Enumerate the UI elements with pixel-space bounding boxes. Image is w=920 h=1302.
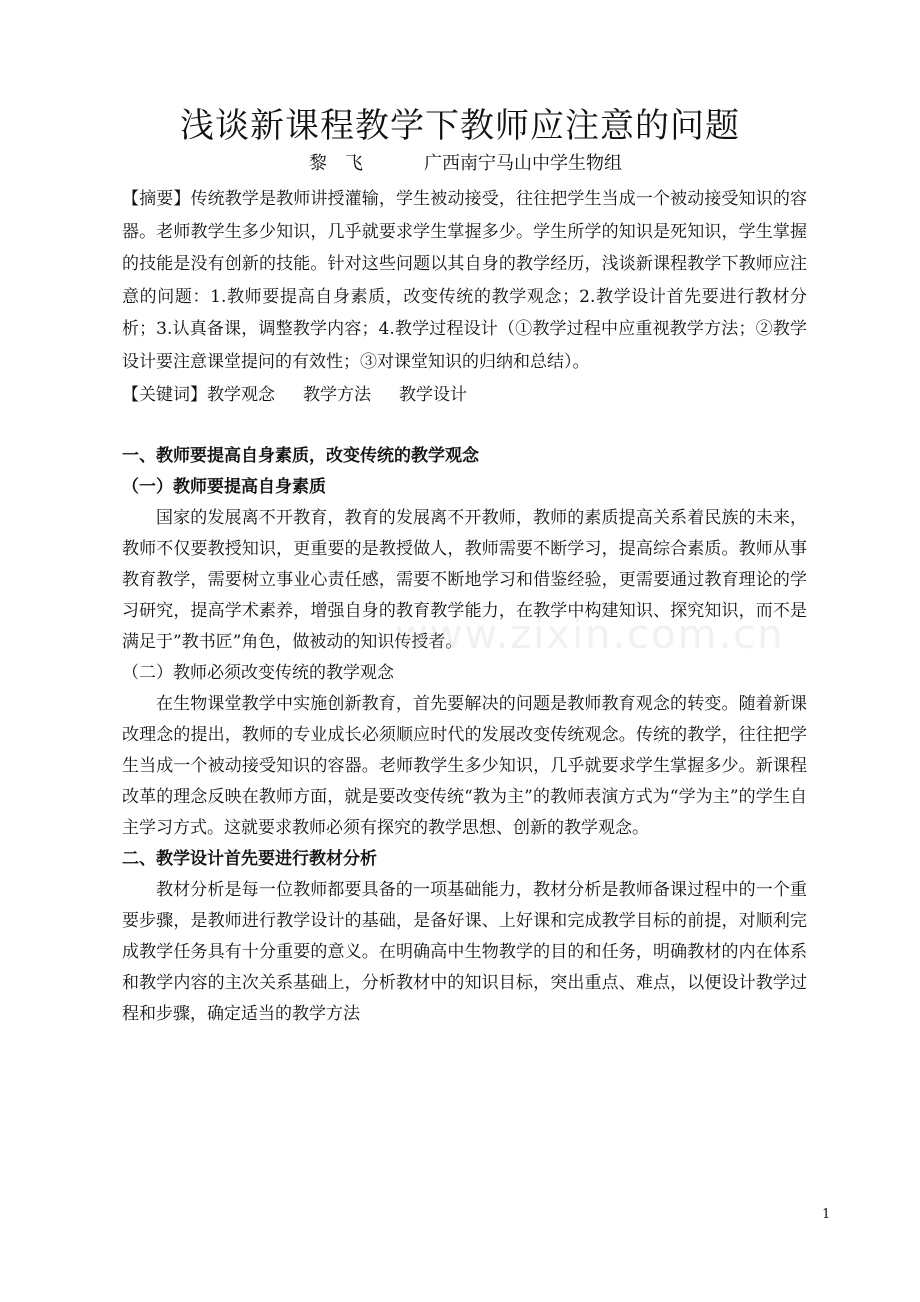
keywords-tag: 【关键词】 (122, 385, 207, 405)
document-body (122, 183, 807, 1030)
author-affiliation: 广西南宁马山中学生物组 (424, 153, 622, 174)
section-2-heading: 二、教学设计首先要进行教材分析 (122, 849, 377, 869)
section-2-text: 教材分析是每一位教师都要具备的一项基础能力，教材分析是教师备课过程中的一个重要步骤，是教师进行教学设计的基础，是备好课、上好课和完成教学目标的前提，对顺利完成教学任务具有十分重要的意义。在明确高中生物教学的目的和任务，明确教材的内在体系和教学内容的主次关系基础上，分析教材中的知识目标，突出重点、难点，以便设计教学过程和步骤，确定适当的教学方法 (122, 880, 807, 1024)
abstract-tag: 【摘要】 (122, 189, 191, 209)
keyword-item: 教学设计 (399, 385, 467, 405)
byline (0, 150, 920, 178)
subsection-1-1-text: 国家的发展离不开教育，教育的发展离不开教师，教师的素质提高关系着民族的未来，教师不仅要教授知识，更重要的是教授做人，教师需要不断学习，提高综合素质。教师从事教育教学，需要树立事业心责任感，需要不断地学习和借鉴经验，更需要通过教育理论的学习研究，提高学术素养，增强自身的教育教学能力，在教学中构建知识、探究知识，而不是满足于”教书匠”角色，做被动的知识传授者。 (122, 508, 807, 652)
abstract-text: 传统教学是教师讲授灌输，学生被动接受，往往把学生当成一个被动接受知识的容器。老师教学生多少知识，几乎就要求学生掌握多少。学生所学的知识是死知识，学生掌握的技能是没有创新的技能。针对这些问题以其自身的教学经历，浅谈新课程教学下教师应注意的问题：1.教师要提高自身素质，改变传统的教学观念；2.教学设计首先要进行教材分析；3.认真备课，调整教学内容；4.教学过程设计（①教学过程中应重视教学方法；②教学设计要注意课堂提问的有效性；③对课堂知识的归纳和总结）。 (122, 189, 808, 372)
subsection-1-2-text: 在生物课堂教学中实施创新教育，首先要解决的问题是教师教育观念的转变。随着新课改理念的提出，教师的专业成长必须顺应时代的发展改变传统观念。传统的教学，往往把学生当成一个被动接受知识的容器。老师教学生多少知识，几乎就要求学生掌握多少。新课程改革的理念反映在教师方面，就是要改变传统“教为主”的教师表演方式为“学为主”的学生自主学习方式。这就要求教师必须有探究的教学思想、创新的教学观念。 (122, 694, 807, 838)
keyword-item: 教学观念 (207, 385, 275, 405)
document-title: 浅谈新课程教学下教师应注意的问题 (180, 106, 740, 146)
abstract (122, 183, 807, 378)
subsection-1-2-heading: （二）教师必须改变传统的教学观念 (122, 663, 394, 683)
keyword-item: 教学方法 (303, 385, 371, 405)
keywords (122, 380, 807, 411)
blank-line (122, 411, 807, 441)
page-number: 1 (822, 1207, 831, 1222)
section-1-heading: 一、教师要提高自身素质，改变传统的教学观念 (122, 446, 479, 466)
subsection-1-1-heading: （一）教师要提高自身素质 (122, 477, 326, 497)
watermark: www.zixin.com.cn (395, 612, 785, 658)
author-name: 黎飞 (309, 153, 381, 174)
